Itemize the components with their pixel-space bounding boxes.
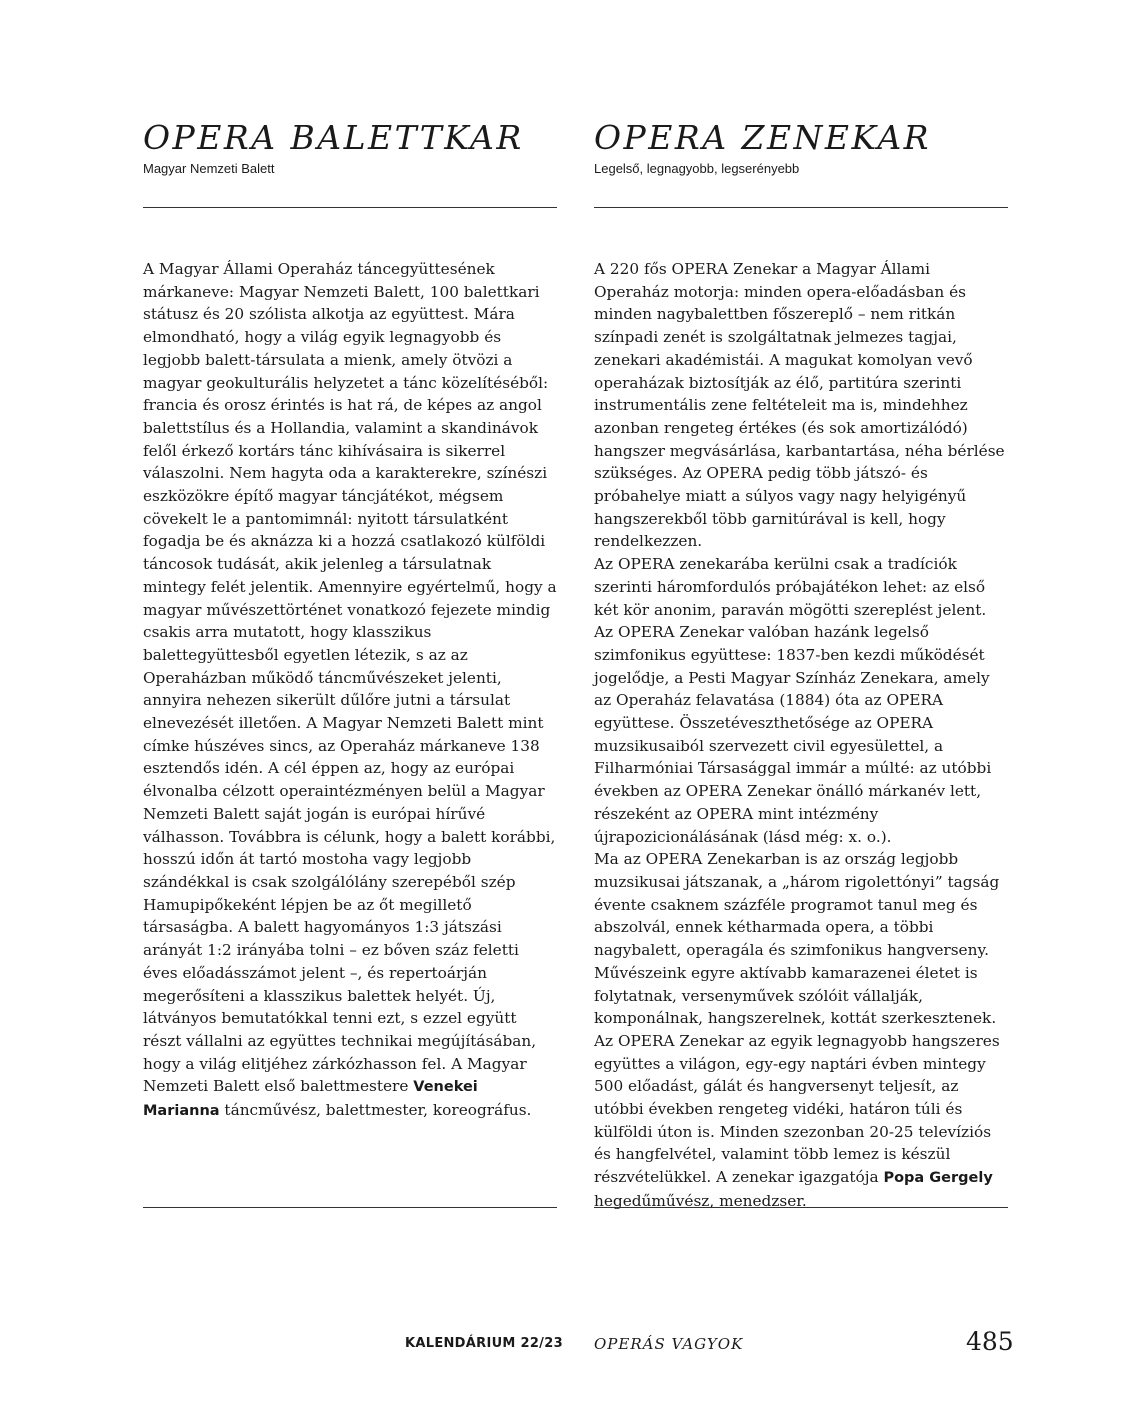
right-body-paragraph-1: A 220 fős OPERA Zenekar a Magyar Állami Operaház motorja: minden opera-előadásban és minden nagybalettben főszereplő – nem ritkán színpadi zenét is szolgáltatnak jelmezes tagjai, zenekari akadémistái. A magukat komolyan vevő operaházak biztosítják az élő, partitúra szerinti instrumentális zene feltételeit ma is, mindehhez azonban rengeteg értékes (és sok amortizálódó) hangszer megvásárlása, karbantartása, néha bérlése szükséges. Az OPERA pedig több játszó- és próbahelye miatt a súlyos vagy nagy helyigényű hangszerekből több garnitúrával is kell, hogy rendelkezzen. xyxy=(594,260,1005,551)
right-body-paragraph-2: Az OPERA zenekarába kerülni csak a tradíciók szerinti háromfordulós próbajátékon lehet: az első két kör anonim, paraván mögötti szereplést jelent. xyxy=(594,555,987,619)
right-body-paragraph-3: Az OPERA Zenekar valóban hazánk legelső szimfonikus együttese: 1837-ben kezdi működését jogelődje, a Pesti Magyar Színház Zenekara, amely az Operaház felavatása (1884) óta az OPERA együttese. Összetéveszthetősége az OPERA muzsikusaiból szervezett civil egyesülettel, a Filharmóniai Társasággal immár a múlté: az utóbbi években az OPERA Zenekar önálló márkanév lett, részeként az OPERA mint intézmény újrapozicionálásának (lásd még: x. o.). xyxy=(594,623,992,846)
right-column xyxy=(594,118,1008,1210)
page-number: 485 xyxy=(966,1327,1014,1356)
left-column xyxy=(143,118,557,1120)
right-bottom-divider xyxy=(594,1207,1008,1208)
left-title: OPERA BALETTKAR xyxy=(143,118,524,157)
left-bottom-divider xyxy=(143,1207,557,1208)
left-body-text-end: táncművész, balettmester, koreográfus. xyxy=(219,1101,532,1120)
right-body-name: Popa Gergely xyxy=(883,1170,993,1187)
left-body-paragraph xyxy=(143,258,557,1123)
right-title: OPERA ZENEKAR xyxy=(594,118,931,157)
right-body-text: Ma az OPERA Zenekarban is az ország legjobb muzsikusai játszanak, a „három rigolettónyi” tagság évente csaknem százféle programot tanul meg és abszolvál, ennek kétharmada opera, a többi nagybalett, operagála és szimfonikus hangverseny. Művészeink egyre aktívabb kamarazenei életet is folytatnak, versenyművek szólóit vállalják, komponálnak, hangszerelnek, kottát szerkesztenek. Az OPERA Zenekar az egyik legnagyobb hangszeres együttes a világon, egy-egy naptári évben mintegy 500 előadást, gálát és hangversenyt teljesít, az utóbbi években rengeteg vidéki, határon túli és külföldi úton is. Minden szezonban 20-25 televíziós és hangfelvétel, valamint több lemez is készül részvételükkel. A zenekar igazgatója xyxy=(594,850,1000,1187)
right-body-text-end: hegedűművész, menedzser. xyxy=(594,1191,807,1210)
right-top-divider xyxy=(594,207,1008,208)
footer-section-title: OPERÁS VAGYOK xyxy=(594,1335,744,1353)
left-body-name: Venekei Marianna xyxy=(143,1079,478,1120)
right-subtitle: Legelső, legnagyobb, legserényebb xyxy=(594,161,800,176)
left-body xyxy=(143,258,557,1123)
right-body-paragraph-4 xyxy=(594,848,1008,1212)
left-subtitle: Magyar Nemzeti Balett xyxy=(143,161,275,176)
left-top-divider xyxy=(143,207,557,208)
right-body xyxy=(594,258,1008,1213)
footer-publication-label: KALENDÁRIUM 22/23 xyxy=(405,1336,563,1351)
left-body-text: A Magyar Állami Operaház táncegyüttesének márkaneve: Magyar Nemzeti Balett, 100 balettkari státusz és 20 szólista alkotja az együttest. Mára elmondható, hogy a világ egyik legnagyobb és legjobb balett-társulata a mienk, amely ötvözi a magyar geokulturális helyzetet a tánc közelítéséből: francia és orosz érintés is hat rá, de képes az angol balettstílus és a Hollandia, valamint a skandinávok felől érkező kortárs tánc kihívásaira is sikerrel válaszolni. Nem hagyta oda a karakterekre, színészi eszközökre építő magyar táncjátékot, mégsem cövekelt le a pantomimnál: nyitott társulatként fogadja be és aknázza ki a hozzá csatlakozó külföldi táncosok tudását, akik jelenleg a társulatnak mintegy felét jelentik. Amennyire egyértelmű, hogy a magyar művészettörténet vonatkozó fejezete mindig csakis arra mutatott, hogy klasszikus balettegyüttesből egyetlen létezik, s az az Operaházban működő táncművészeket jelenti, annyira nehezen sikerült dűlőre jutni a társulat elnevezését illetően. A Magyar Nemzeti Balett mint címke húszéves sincs, az Operaház márkaneve 138 esztendős idén. A cél éppen az, hogy az európai élvonalba célzott operaintézményen belül a Magyar Nemzeti Balett saját jogán is európai hírűvé válhasson. Továbbra is célunk, hogy a balett korábbi, hosszú időn át tartó mostoha vagy legjobb szándékkal is csak szolgálólány szerepéből szép Hamupipőkeként lépjen be az őt megillető társaságba. A balett hagyományos 1:3 játszási arányát 1:2 irányába tolni – ez bőven száz feletti éves előadásszámot jelent –, és repertoárján megerősíteni a klasszikus balettek helyét. Új, látványos bemutatókkal tenni ezt, s ezzel együtt részt vállalni az együttes technikai megújításában, hogy a világ elitjéhez zárkózhasson fel. A Magyar Nemzeti Balett első balettmestere xyxy=(143,260,557,1096)
